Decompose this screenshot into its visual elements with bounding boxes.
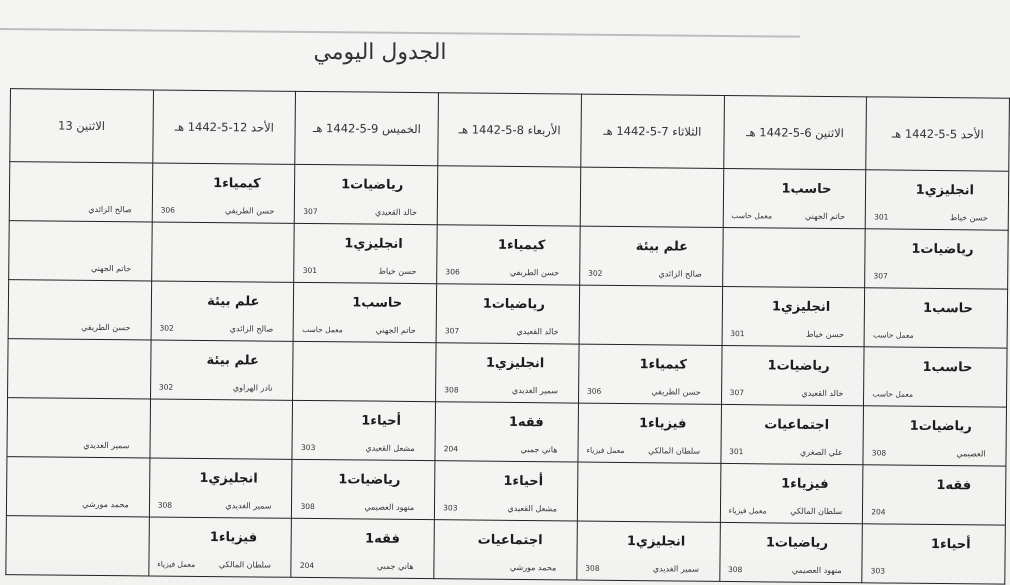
column-header: الأحد 5-5-1442 هـ xyxy=(866,97,1009,171)
schedule-cell xyxy=(151,222,294,282)
room-number: معمل حاسب xyxy=(872,389,914,399)
schedule-cell xyxy=(294,282,437,342)
subject-label: انجليزي1 xyxy=(199,470,258,487)
column-header: الثلاثاء 7-5-1442 هـ xyxy=(581,94,724,168)
room-number: 306 xyxy=(586,386,602,396)
subject-label: أحياء1 xyxy=(930,536,971,553)
room-number: معمل فيزياء xyxy=(157,559,196,569)
room-number: 302 xyxy=(158,382,174,392)
subject-label: فيزياء1 xyxy=(638,416,687,432)
teacher-name: حسن الطريفي xyxy=(224,206,275,216)
schedule-cell xyxy=(863,406,1006,466)
teacher-name: حسن الطريفي xyxy=(81,322,131,333)
room-number: 306 xyxy=(160,205,175,215)
room-number: 308 xyxy=(300,501,315,512)
schedule-cell xyxy=(721,345,864,405)
table-row xyxy=(7,398,1007,467)
schedule-cell xyxy=(151,281,294,341)
table-row xyxy=(6,457,1006,526)
schedule-cell xyxy=(293,341,436,401)
table-row xyxy=(8,280,1008,349)
subject-label: انجليزي1 xyxy=(485,355,545,372)
teacher-name: حسن خياط xyxy=(806,329,845,340)
table-row xyxy=(8,339,1008,408)
teacher-name: حسن خياط xyxy=(949,213,988,223)
schedule-cell xyxy=(436,284,579,344)
column-header: الخميس 9-5-1442 هـ xyxy=(295,91,438,165)
teacher-name: مشعل القعيدي xyxy=(365,443,415,453)
teacher-name: صالح الزائدي xyxy=(229,324,274,334)
schedule-grid xyxy=(0,88,988,576)
subject-label: أحياء1 xyxy=(361,413,402,429)
schedule-cell xyxy=(719,522,862,582)
teacher-name: علي الصغري xyxy=(800,447,843,458)
schedule-cell xyxy=(580,226,723,286)
room-number: 302 xyxy=(588,268,603,278)
schedule-cell xyxy=(577,462,720,522)
schedule-cell xyxy=(149,517,292,577)
room-number: معمل حاسب xyxy=(731,211,773,221)
schedule-cell xyxy=(295,164,438,224)
teacher-name: منهود العصيمي xyxy=(364,502,415,512)
subject-label: رياضيات1 xyxy=(911,241,974,258)
column-header: الأحد 12-5-1442 هـ xyxy=(153,90,296,164)
subject-label: انجليزي1 xyxy=(915,182,975,199)
teacher-name: حاتم الجهني xyxy=(804,211,846,222)
room-number: 301 xyxy=(874,212,889,222)
page-title: الجدول اليومي xyxy=(313,40,447,65)
schedule-cell xyxy=(862,524,1005,584)
teacher-name: خالد القعيدي xyxy=(516,326,559,337)
subject-label: انجليزي1 xyxy=(771,299,831,315)
teacher-name: خالد القعيدي xyxy=(374,207,418,218)
teacher-name: سمير الغديدي xyxy=(652,564,700,574)
column-header: الأربعاء 8-5-1442 هـ xyxy=(438,93,581,167)
teacher-name: حسن خياط xyxy=(378,266,417,277)
schedule-cell xyxy=(7,398,150,458)
teacher-name: صالح الزائدي xyxy=(658,269,702,279)
teacher-name: محمد مورشي xyxy=(509,562,557,573)
schedule-cell xyxy=(577,521,720,581)
teacher-name: محمد مورشي xyxy=(82,499,129,510)
schedule-cell xyxy=(150,399,293,459)
subject-label: اجتماعيات xyxy=(477,532,543,549)
teacher-name: حسن الطريفي xyxy=(509,267,560,278)
subject-label: انجليزي1 xyxy=(344,236,403,252)
schedule-cell xyxy=(578,344,721,404)
room-number: 303 xyxy=(870,566,886,576)
room-number: معمل فيزياء xyxy=(586,445,625,456)
teacher-name: حاتم الجهني xyxy=(90,263,132,274)
subject-label: أحياء1 xyxy=(503,473,544,490)
schedule-cell xyxy=(864,288,1007,348)
room-number: 308 xyxy=(727,565,743,575)
table-row xyxy=(9,221,1009,290)
room-number: 204 xyxy=(443,444,459,454)
subject-label: فقه1 xyxy=(508,414,544,431)
schedule-cell xyxy=(435,402,578,462)
teacher-name: حاتم الجهني xyxy=(375,325,416,336)
column-header: الاثنين 6-5-1442 هـ xyxy=(723,95,866,169)
teacher-name: صالح الزائدي xyxy=(88,204,132,215)
schedule-cell xyxy=(721,404,864,464)
schedule-cell xyxy=(292,400,435,460)
teacher-name: خالد القعيدي xyxy=(801,388,844,399)
teacher-name: نادر الهراوي xyxy=(232,383,273,393)
table-row xyxy=(6,516,1006,585)
subject-label: فقه1 xyxy=(364,531,400,547)
teacher-name: سلطان المالكي xyxy=(790,506,843,517)
schedule-cell xyxy=(580,167,723,227)
room-number: 307 xyxy=(873,271,888,281)
table-row xyxy=(9,162,1009,231)
room-number: 307 xyxy=(444,326,460,336)
header-row xyxy=(10,89,1010,172)
room-number: 308 xyxy=(444,385,459,395)
room-number: 306 xyxy=(445,267,460,277)
room-number: 303 xyxy=(443,503,458,513)
teacher-name: سلطان المالكي xyxy=(648,446,701,456)
subject-label: حاسب1 xyxy=(781,181,832,197)
subject-label: علم بيئة xyxy=(206,352,259,369)
schedule-table xyxy=(5,88,1010,585)
schedule-cell xyxy=(720,463,863,523)
teacher-name: هاني جمبي xyxy=(376,561,414,571)
teacher-name: مشعل القعيدي xyxy=(507,503,557,514)
schedule-cell xyxy=(149,458,292,518)
subject-label: علم بيئة xyxy=(207,293,260,310)
schedule-cell xyxy=(8,339,151,399)
subject-label: فيزياء1 xyxy=(781,476,829,492)
subject-label: كيمياء1 xyxy=(639,357,688,373)
room-number: معمل فيزياء xyxy=(728,506,767,516)
schedule-cell xyxy=(6,516,149,576)
subject-label: كيمياء1 xyxy=(497,237,546,254)
schedule-cell xyxy=(292,459,435,519)
room-number: 303 xyxy=(301,442,316,453)
subject-label: حاسب1 xyxy=(923,300,973,317)
subject-label: حاسب1 xyxy=(922,359,973,376)
subject-label: رياضيات1 xyxy=(338,472,401,488)
room-number: 308 xyxy=(157,500,173,510)
subject-label: رياضيات1 xyxy=(482,296,545,313)
teacher-name: هاني جمبي xyxy=(520,445,558,455)
schedule-cell xyxy=(865,229,1008,289)
subject-label: اجتماعيات xyxy=(764,417,830,433)
teacher-name: سمير الغديدي xyxy=(83,440,130,451)
teacher-name: منهود العصيمي xyxy=(791,565,842,576)
teacher-name: العصيمي xyxy=(956,449,986,459)
room-number: معمل حاسب xyxy=(872,330,914,340)
room-number: 308 xyxy=(871,448,887,458)
schedule-cell xyxy=(6,457,149,517)
top-rule xyxy=(0,28,800,38)
subject-label: فيزياء1 xyxy=(209,530,258,546)
room-number: 301 xyxy=(730,329,745,339)
schedule-cell xyxy=(579,285,722,345)
teacher-name: حسن الطريفي xyxy=(651,387,701,397)
subject-label: رياضيات1 xyxy=(765,535,829,551)
room-number: 307 xyxy=(303,206,318,217)
room-number: 308 xyxy=(585,563,600,573)
schedule-cell xyxy=(436,343,579,403)
subject-label: فقه1 xyxy=(936,478,972,494)
schedule-cell xyxy=(291,518,434,578)
room-number: 301 xyxy=(729,447,744,457)
schedule-cell xyxy=(437,225,580,285)
schedule-cell xyxy=(435,461,578,521)
subject-label: علم بيئة xyxy=(635,239,689,255)
schedule-cell xyxy=(150,340,293,400)
schedule-cell xyxy=(722,286,865,346)
teacher-name: سمير الغديدي xyxy=(225,501,272,511)
room-number: 307 xyxy=(729,388,745,398)
schedule-cell xyxy=(863,465,1006,525)
subject-label: رياضيات1 xyxy=(341,177,404,193)
schedule-cell xyxy=(9,221,152,281)
room-number: 301 xyxy=(302,265,318,276)
subject-label: رياضيات1 xyxy=(909,418,972,435)
teacher-name: سلطان المالكي xyxy=(218,560,271,570)
room-number: 204 xyxy=(871,507,886,517)
subject-label: انجليزي1 xyxy=(626,534,686,550)
schedule-cell xyxy=(294,223,437,283)
schedule-cell xyxy=(864,347,1007,407)
schedule-cell xyxy=(152,163,295,223)
room-number: 302 xyxy=(159,323,174,333)
schedule-cell xyxy=(578,403,721,463)
schedule-cell xyxy=(434,520,577,580)
teacher-name: سمير الغديدي xyxy=(511,385,559,396)
schedule-cell xyxy=(437,166,580,226)
schedule-cell xyxy=(9,162,152,222)
column-header: الاثنين 13 xyxy=(10,89,153,163)
schedule-cell xyxy=(8,280,151,340)
subject-label: كيمياء1 xyxy=(213,176,261,192)
schedule-cell xyxy=(722,227,865,287)
room-number: 204 xyxy=(299,560,315,571)
subject-label: رياضيات1 xyxy=(767,358,830,374)
room-number: معمل حاسب xyxy=(302,324,343,335)
schedule-cell xyxy=(865,170,1008,230)
subject-label: حاسب1 xyxy=(352,295,403,311)
schedule-cell xyxy=(723,168,866,228)
